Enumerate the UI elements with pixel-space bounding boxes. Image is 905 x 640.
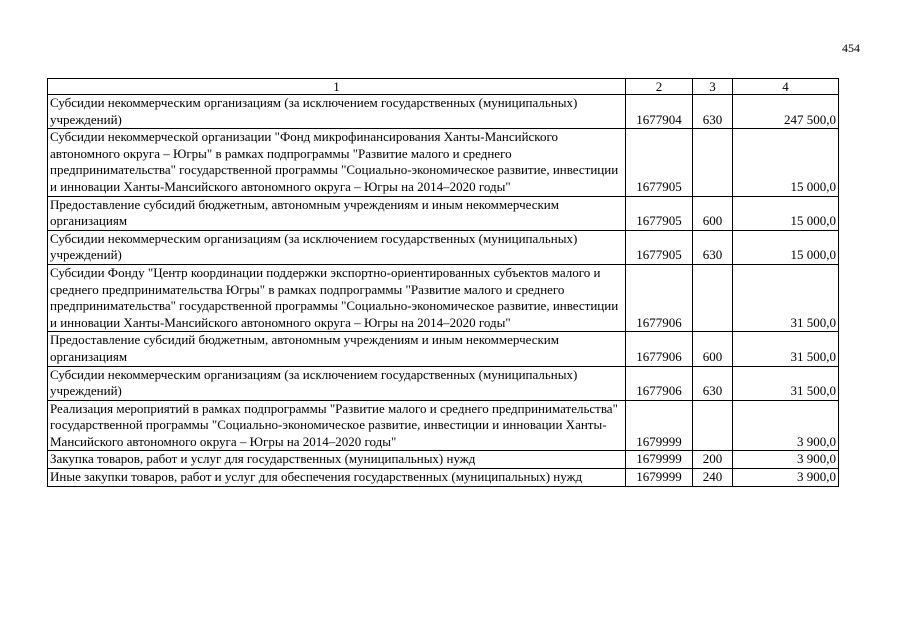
column-header-amount: 4 [733,79,839,95]
row-type: 630 [693,230,733,264]
row-code: 1677904 [626,95,693,129]
row-code: 1677906 [626,332,693,366]
table-row [48,95,839,129]
row-amount: 3 900,0 [733,400,839,451]
row-amount: 15 000,0 [733,196,839,230]
table-row [48,366,839,400]
row-amount: 15 000,0 [733,129,839,196]
table-row [48,451,839,469]
row-type: 630 [693,366,733,400]
row-amount: 31 500,0 [733,332,839,366]
table-row [48,264,839,331]
row-name: Субсидии некоммерческим организациям (за исключением государственных (муниципальных) учреждений) [48,95,626,129]
row-name: Субсидии некоммерческой организации "Фонд микрофинансирования Ханты-Мансийского автономного округа – Югры" в рамках подпрограммы "Развитие малого и среднего предпринимательства" государственной программы "Социально-экономическое развитие, инвестиции и инновации Ханты-Мансийского автономного округа – Югры на 2014–2020 годы" [48,129,626,196]
row-code: 1679999 [626,469,693,487]
row-code: 1677906 [626,264,693,331]
row-code: 1679999 [626,451,693,469]
row-amount: 31 500,0 [733,264,839,331]
row-name: Предоставление субсидий бюджетным, автономным учреждениям и иным некоммерческим организациям [48,196,626,230]
row-type: 200 [693,451,733,469]
budget-table [47,78,839,487]
table-row [48,196,839,230]
column-header-type: 3 [693,79,733,95]
row-code: 1677905 [626,230,693,264]
row-code: 1679999 [626,400,693,451]
column-header-code: 2 [626,79,693,95]
row-amount: 247 500,0 [733,95,839,129]
table-row [48,469,839,487]
row-type: 600 [693,196,733,230]
row-name: Реализация мероприятий в рамках подпрограммы "Развитие малого и среднего предпринимательства" государственной программы "Социально-экономическое развитие, инвестиции и инновации Ханты-Мансийского автономного округа – Югры на 2014–2020 годы" [48,400,626,451]
row-name: Субсидии некоммерческим организациям (за исключением государственных (муниципальных) учреждений) [48,366,626,400]
table-row [48,230,839,264]
table-row [48,332,839,366]
row-name: Субсидии некоммерческим организациям (за исключением государственных (муниципальных) учреждений) [48,230,626,264]
row-type: 600 [693,332,733,366]
row-code: 1677905 [626,129,693,196]
row-type [693,400,733,451]
row-type: 630 [693,95,733,129]
page-number: 454 [842,41,860,55]
row-amount: 3 900,0 [733,469,839,487]
row-type: 240 [693,469,733,487]
row-amount: 15 000,0 [733,230,839,264]
row-code: 1677905 [626,196,693,230]
row-type [693,129,733,196]
row-code: 1677906 [626,366,693,400]
row-amount: 31 500,0 [733,366,839,400]
row-name: Субсидии Фонду "Центр координации поддержки экспортно-ориентированных субъектов малого и среднего предпринимательства Югры" в рамках подпрограммы "Развитие малого и среднего предпринимательства" государственной программы "Социально-экономическое развитие, инвестиции и инновации Ханты-Мансийского автономного округа – Югры на 2014–2020 годы" [48,264,626,331]
table-row [48,400,839,451]
row-name: Иные закупки товаров, работ и услуг для обеспечения государственных (муниципальных) нужд [48,469,626,487]
column-header-name: 1 [48,79,626,95]
table-header-row [48,79,839,95]
table-row [48,129,839,196]
row-name: Предоставление субсидий бюджетным, автономным учреждениям и иным некоммерческим организациям [48,332,626,366]
row-type [693,264,733,331]
row-amount: 3 900,0 [733,451,839,469]
row-name: Закупка товаров, работ и услуг для государственных (муниципальных) нужд [48,451,626,469]
